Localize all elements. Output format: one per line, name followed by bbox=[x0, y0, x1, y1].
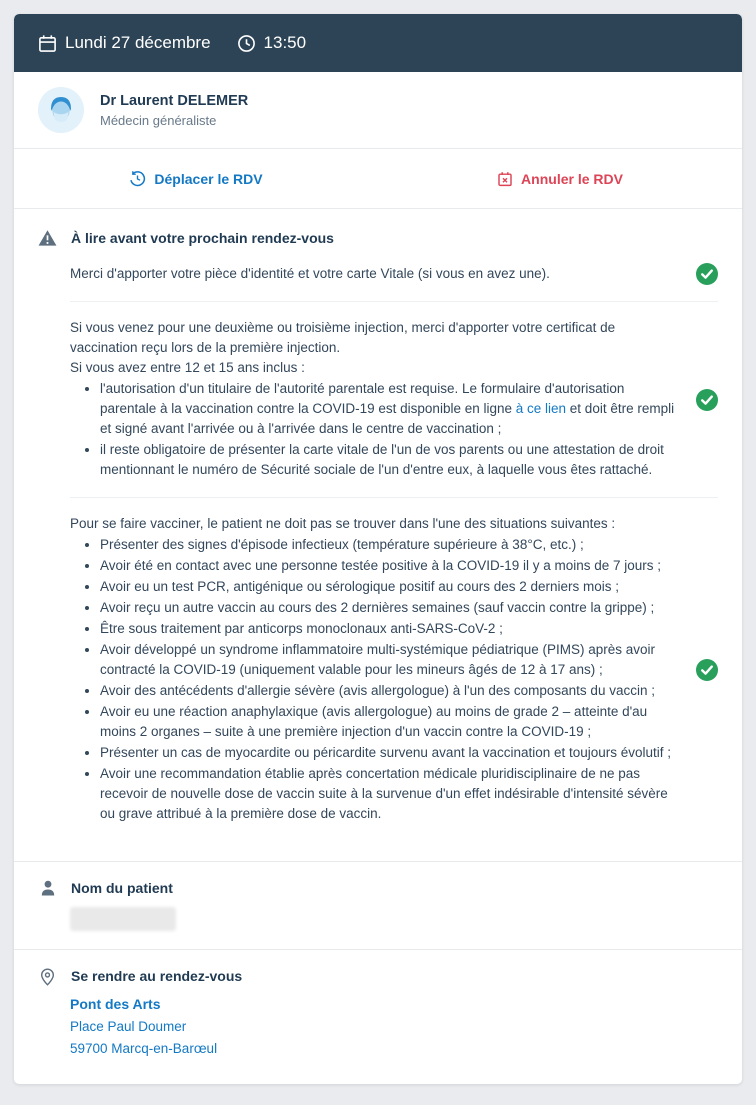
doctor-avatar bbox=[38, 87, 84, 133]
cancel-appointment-button[interactable] bbox=[378, 149, 742, 208]
list-item: • il reste obligatoire de présenter la carte vitale de l'un de vos parents ou une attestation de droit mentionnant le numéro de Sécurité sociale de l'un d'entre eux, à laquelle vous êtes rattaché. bbox=[100, 440, 682, 480]
bullet-list bbox=[70, 535, 682, 824]
warning-icon bbox=[38, 229, 57, 247]
location-address-line2[interactable]: 59700 Marcq-en-Barœul bbox=[70, 1041, 218, 1056]
calendar-icon bbox=[38, 34, 57, 53]
list-item: • Être sous traitement par anticorps monoclonaux anti-SARS-CoV-2 ; bbox=[100, 619, 682, 639]
location-section bbox=[14, 950, 742, 1084]
move-appointment-label: Déplacer le RDV bbox=[154, 170, 263, 187]
instructions-messages bbox=[70, 247, 718, 841]
instruction-message bbox=[70, 247, 718, 301]
list-item: • Présenter un cas de myocardite ou péricardite survenu avant la vaccination et toujours évolutif ; bbox=[100, 743, 682, 763]
clock-icon bbox=[237, 34, 256, 53]
list-item: • Avoir développé un syndrome inflammatoire multi-systémique pédiatrique (PIMS) après avoir contracté la COVID-19 (uniquement valable pour les mineurs âgés de 12 à 17 ans) ; bbox=[100, 640, 682, 680]
bullet-text: l'autorisation d'un titulaire de l'autorité parentale est requise. Le formulaire d'autorisation parentale à la vaccination contre la COVID-19 est disponible en ligne bbox=[100, 381, 625, 416]
instructions-header bbox=[38, 229, 718, 247]
check-circle-icon bbox=[696, 389, 718, 411]
instruction-message-text bbox=[70, 514, 682, 825]
list-item: • Présenter des signes d'épisode infectieux (température supérieure à 38°C, etc.) ; bbox=[100, 535, 682, 555]
map-pin-icon bbox=[38, 968, 57, 986]
instructions-section bbox=[14, 209, 742, 861]
patient-section bbox=[14, 862, 742, 949]
paragraph: Pour se faire vacciner, le patient ne doit pas se trouver dans l'une des situations suivantes : bbox=[70, 516, 616, 531]
instruction-message bbox=[70, 302, 718, 497]
check-circle-icon bbox=[696, 659, 718, 681]
location-place-link[interactable]: Pont des Arts bbox=[70, 996, 161, 1012]
appointment-time: 13:50 bbox=[263, 33, 307, 52]
paragraph: Si vous venez pour une deuxième ou troisième injection, merci d'apporter votre certificat de vaccination reçu lors de la première injection. bbox=[70, 320, 616, 355]
bullet-list bbox=[70, 379, 682, 480]
calendar-x-icon bbox=[497, 171, 513, 187]
instruction-message bbox=[70, 498, 718, 841]
check-circle-icon bbox=[696, 263, 718, 285]
instruction-message-text bbox=[70, 318, 682, 481]
appointment-card bbox=[14, 14, 742, 1084]
list-item: • Avoir une recommandation établie après concertation médicale pluridisciplinaire de ne pas recevoir de nouvelle dose de vaccin suite à la survenue d'un effet indésirable d'intensité sévère ou grave attribué à la première dose de vaccin. bbox=[100, 764, 682, 824]
appointment-date: Lundi 27 décembre bbox=[65, 33, 211, 52]
patient-header bbox=[38, 880, 718, 897]
location-title: Se rendre au rendez-vous bbox=[71, 968, 243, 984]
appointment-header bbox=[14, 14, 742, 72]
doctor-specialty: Médecin généraliste bbox=[100, 112, 217, 128]
doctor-row[interactable] bbox=[14, 72, 742, 148]
location-address-line1[interactable]: Place Paul Doumer bbox=[70, 1019, 187, 1034]
list-item: • Avoir reçu un autre vaccin au cours des 2 dernières semaines (sauf vaccin contre la grippe) ; bbox=[100, 598, 682, 618]
list-item: • Avoir des antécédents d'allergie sévère (avis allergologue) à l'un des composants du vaccin ; bbox=[100, 681, 682, 701]
doctor-name: Dr Laurent DELEMER bbox=[100, 92, 249, 109]
move-appointment-button[interactable] bbox=[14, 149, 378, 208]
appointment-actions bbox=[14, 149, 742, 208]
doctor-info bbox=[100, 93, 248, 128]
list-item: • Avoir eu un test PCR, antigénique ou sérologique positif au cours des 2 derniers mois ; bbox=[100, 577, 682, 597]
cancel-appointment-label: Annuler le RDV bbox=[521, 170, 623, 187]
bullet-text: et doit être rempli et signé avant l'arrivée ou à l'arrivée dans le centre de vaccination ; bbox=[100, 401, 675, 436]
patient-label: Nom du patient bbox=[71, 880, 173, 896]
paragraph: Si vous avez entre 12 et 15 ans inclus : bbox=[70, 360, 305, 375]
person-icon bbox=[38, 880, 57, 897]
list-item: • Avoir été en contact avec une personne testée positive à la COVID-19 il y a moins de 7 jours ; bbox=[100, 556, 682, 576]
list-item: • Avoir eu une réaction anaphylaxique (avis allergologue) au moins de grade 2 – atteinte d'au moins 2 organes – suite à une première injection d'un vaccin contre la COVID-19 ; bbox=[100, 702, 682, 742]
list-item bbox=[100, 379, 682, 439]
parental-authorization-link[interactable]: à ce lien bbox=[515, 401, 567, 416]
appointment-time-group bbox=[237, 33, 307, 53]
history-icon bbox=[129, 170, 146, 187]
location-header bbox=[38, 968, 718, 986]
appointment-date-group bbox=[38, 33, 211, 53]
patient-name-redacted bbox=[70, 907, 176, 931]
instructions-title: À lire avant votre prochain rendez-vous bbox=[71, 230, 334, 246]
instruction-message-text: Merci d'apporter votre pièce d'identité et votre carte Vitale (si vous en avez une). bbox=[70, 266, 550, 281]
location-address bbox=[70, 996, 718, 1056]
